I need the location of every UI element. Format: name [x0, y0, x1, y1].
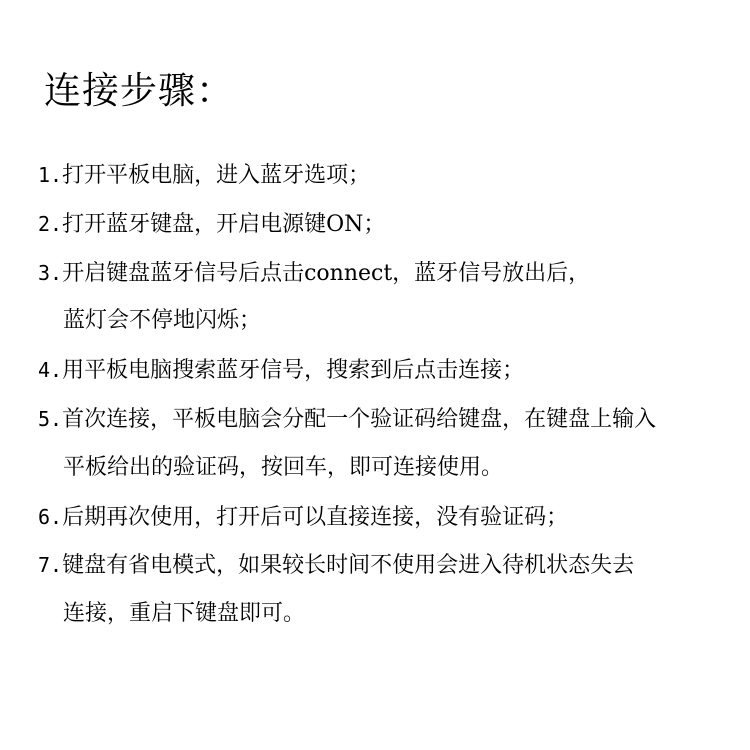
step-text: 打开蓝牙键盘，开启电源键ON； [62, 211, 386, 237]
step-2 [38, 200, 738, 249]
step-line [38, 395, 738, 444]
step-6 [38, 493, 738, 542]
step-text: 开启键盘蓝牙信号后点击connect，蓝牙信号放出后， [62, 260, 591, 286]
step-line [38, 249, 738, 298]
step-text: 键盘有省电模式，如果较长时间不使用会进入待机状态失去 [62, 553, 635, 579]
step-text: 蓝灯会不停地闪烁； [63, 308, 262, 334]
step-number: 5. [38, 406, 63, 431]
step-line-continued [38, 297, 738, 346]
step-line-continued [38, 444, 738, 493]
step-7 [38, 541, 738, 639]
step-1 [38, 151, 738, 200]
step-3 [38, 249, 738, 347]
step-number: 2. [38, 211, 63, 236]
step-text: 平板给出的验证码，按回车，即可连接使用。 [63, 454, 504, 480]
step-line [38, 346, 738, 395]
step-text: 连接，重启下键盘即可。 [63, 601, 306, 627]
step-number: 4. [38, 358, 63, 383]
step-number: 3. [38, 260, 63, 285]
step-line [38, 493, 738, 542]
step-line [38, 200, 738, 249]
step-number: 1. [38, 163, 63, 187]
step-text: 打开平板电脑，进入蓝牙选项； [62, 163, 371, 188]
page-title: 连接步骤： [44, 69, 234, 112]
step-4 [38, 346, 738, 395]
step-line [38, 151, 738, 200]
step-line [38, 541, 738, 590]
step-5 [38, 395, 738, 493]
step-text: 后期再次使用，打开后可以直接连接，没有验证码； [62, 504, 569, 530]
steps-list [38, 151, 738, 639]
step-number: 7. [38, 553, 63, 578]
step-text: 首次连接，平板电脑会分配一个验证码给键盘，在键盘上输入 [62, 406, 657, 432]
step-number: 6. [38, 504, 63, 529]
step-text: 用平板电脑搜索蓝牙信号，搜索到后点击连接； [62, 358, 525, 384]
step-line-continued [38, 590, 738, 639]
